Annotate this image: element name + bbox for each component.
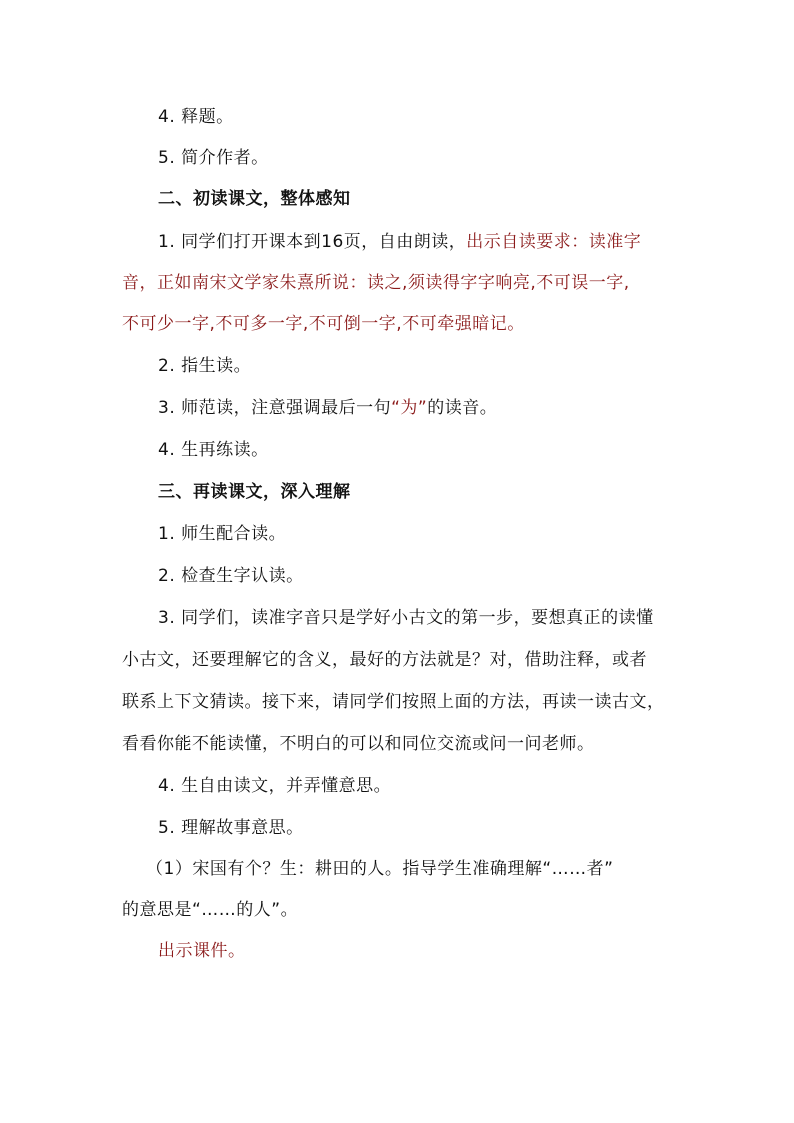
item-cooperative-read: 1. 师生配合读。 bbox=[158, 524, 287, 544]
item-practice-read: 4. 生再练读。 bbox=[158, 440, 269, 460]
paragraph-line bbox=[158, 397, 497, 419]
paragraph-line bbox=[158, 231, 641, 253]
paragraph-line: 的意思是“……的人”。 bbox=[122, 900, 299, 920]
item-check-characters: 2. 检查生字认读。 bbox=[158, 566, 304, 586]
highlight-line: 不可少一字,不可多一字,不可倒一字,不可牵强暗记。 bbox=[122, 314, 525, 334]
text-run: 1. 同学们打开课本到16页，自由朗读， bbox=[158, 232, 467, 252]
item-free-read: 4. 生自由读文，并弄懂意思。 bbox=[158, 776, 392, 796]
item-student-read: 2. 指生读。 bbox=[158, 356, 252, 376]
section-heading-deep-reading: 三、再读课文，深入理解 bbox=[158, 482, 351, 502]
text-run: 的读音。 bbox=[427, 398, 498, 418]
paragraph-line: 联系上下文猜读。接下来，请同学们按照上面的方法，再读一读古文， bbox=[122, 692, 665, 712]
paragraph-line: 3. 同学们，读准字音只是学好小古文的第一步，要想真正的读懂 bbox=[158, 608, 654, 628]
paragraph-line: 看看你能不能读懂，不明白的可以和同位交流或问一问老师。 bbox=[122, 734, 595, 754]
item-release-title: 4. 释题。 bbox=[158, 107, 234, 127]
text-run: 3. 师范读，注意强调最后一句 bbox=[158, 398, 392, 418]
item-author-intro: 5. 简介作者。 bbox=[158, 148, 269, 168]
paragraph-line: 小古文，还要理解它的含义，最好的方法就是？对，借助注释，或者 bbox=[122, 650, 647, 670]
highlight-text: “为” bbox=[391, 398, 428, 418]
highlight-text: 出示自读要求：读准字 bbox=[466, 232, 642, 252]
section-heading-first-reading: 二、初读课文，整体感知 bbox=[158, 189, 351, 209]
paragraph-line: （1）宋国有个？生：耕田的人。指导学生准确理解“……者” bbox=[146, 859, 614, 879]
show-courseware-text: 出示课件。 bbox=[158, 941, 246, 961]
item-understand-story: 5. 理解故事意思。 bbox=[158, 818, 304, 838]
highlight-line: 音，正如南宋文学家朱熹所说：读之,须读得字字响亮,不可误一字, bbox=[122, 273, 630, 293]
